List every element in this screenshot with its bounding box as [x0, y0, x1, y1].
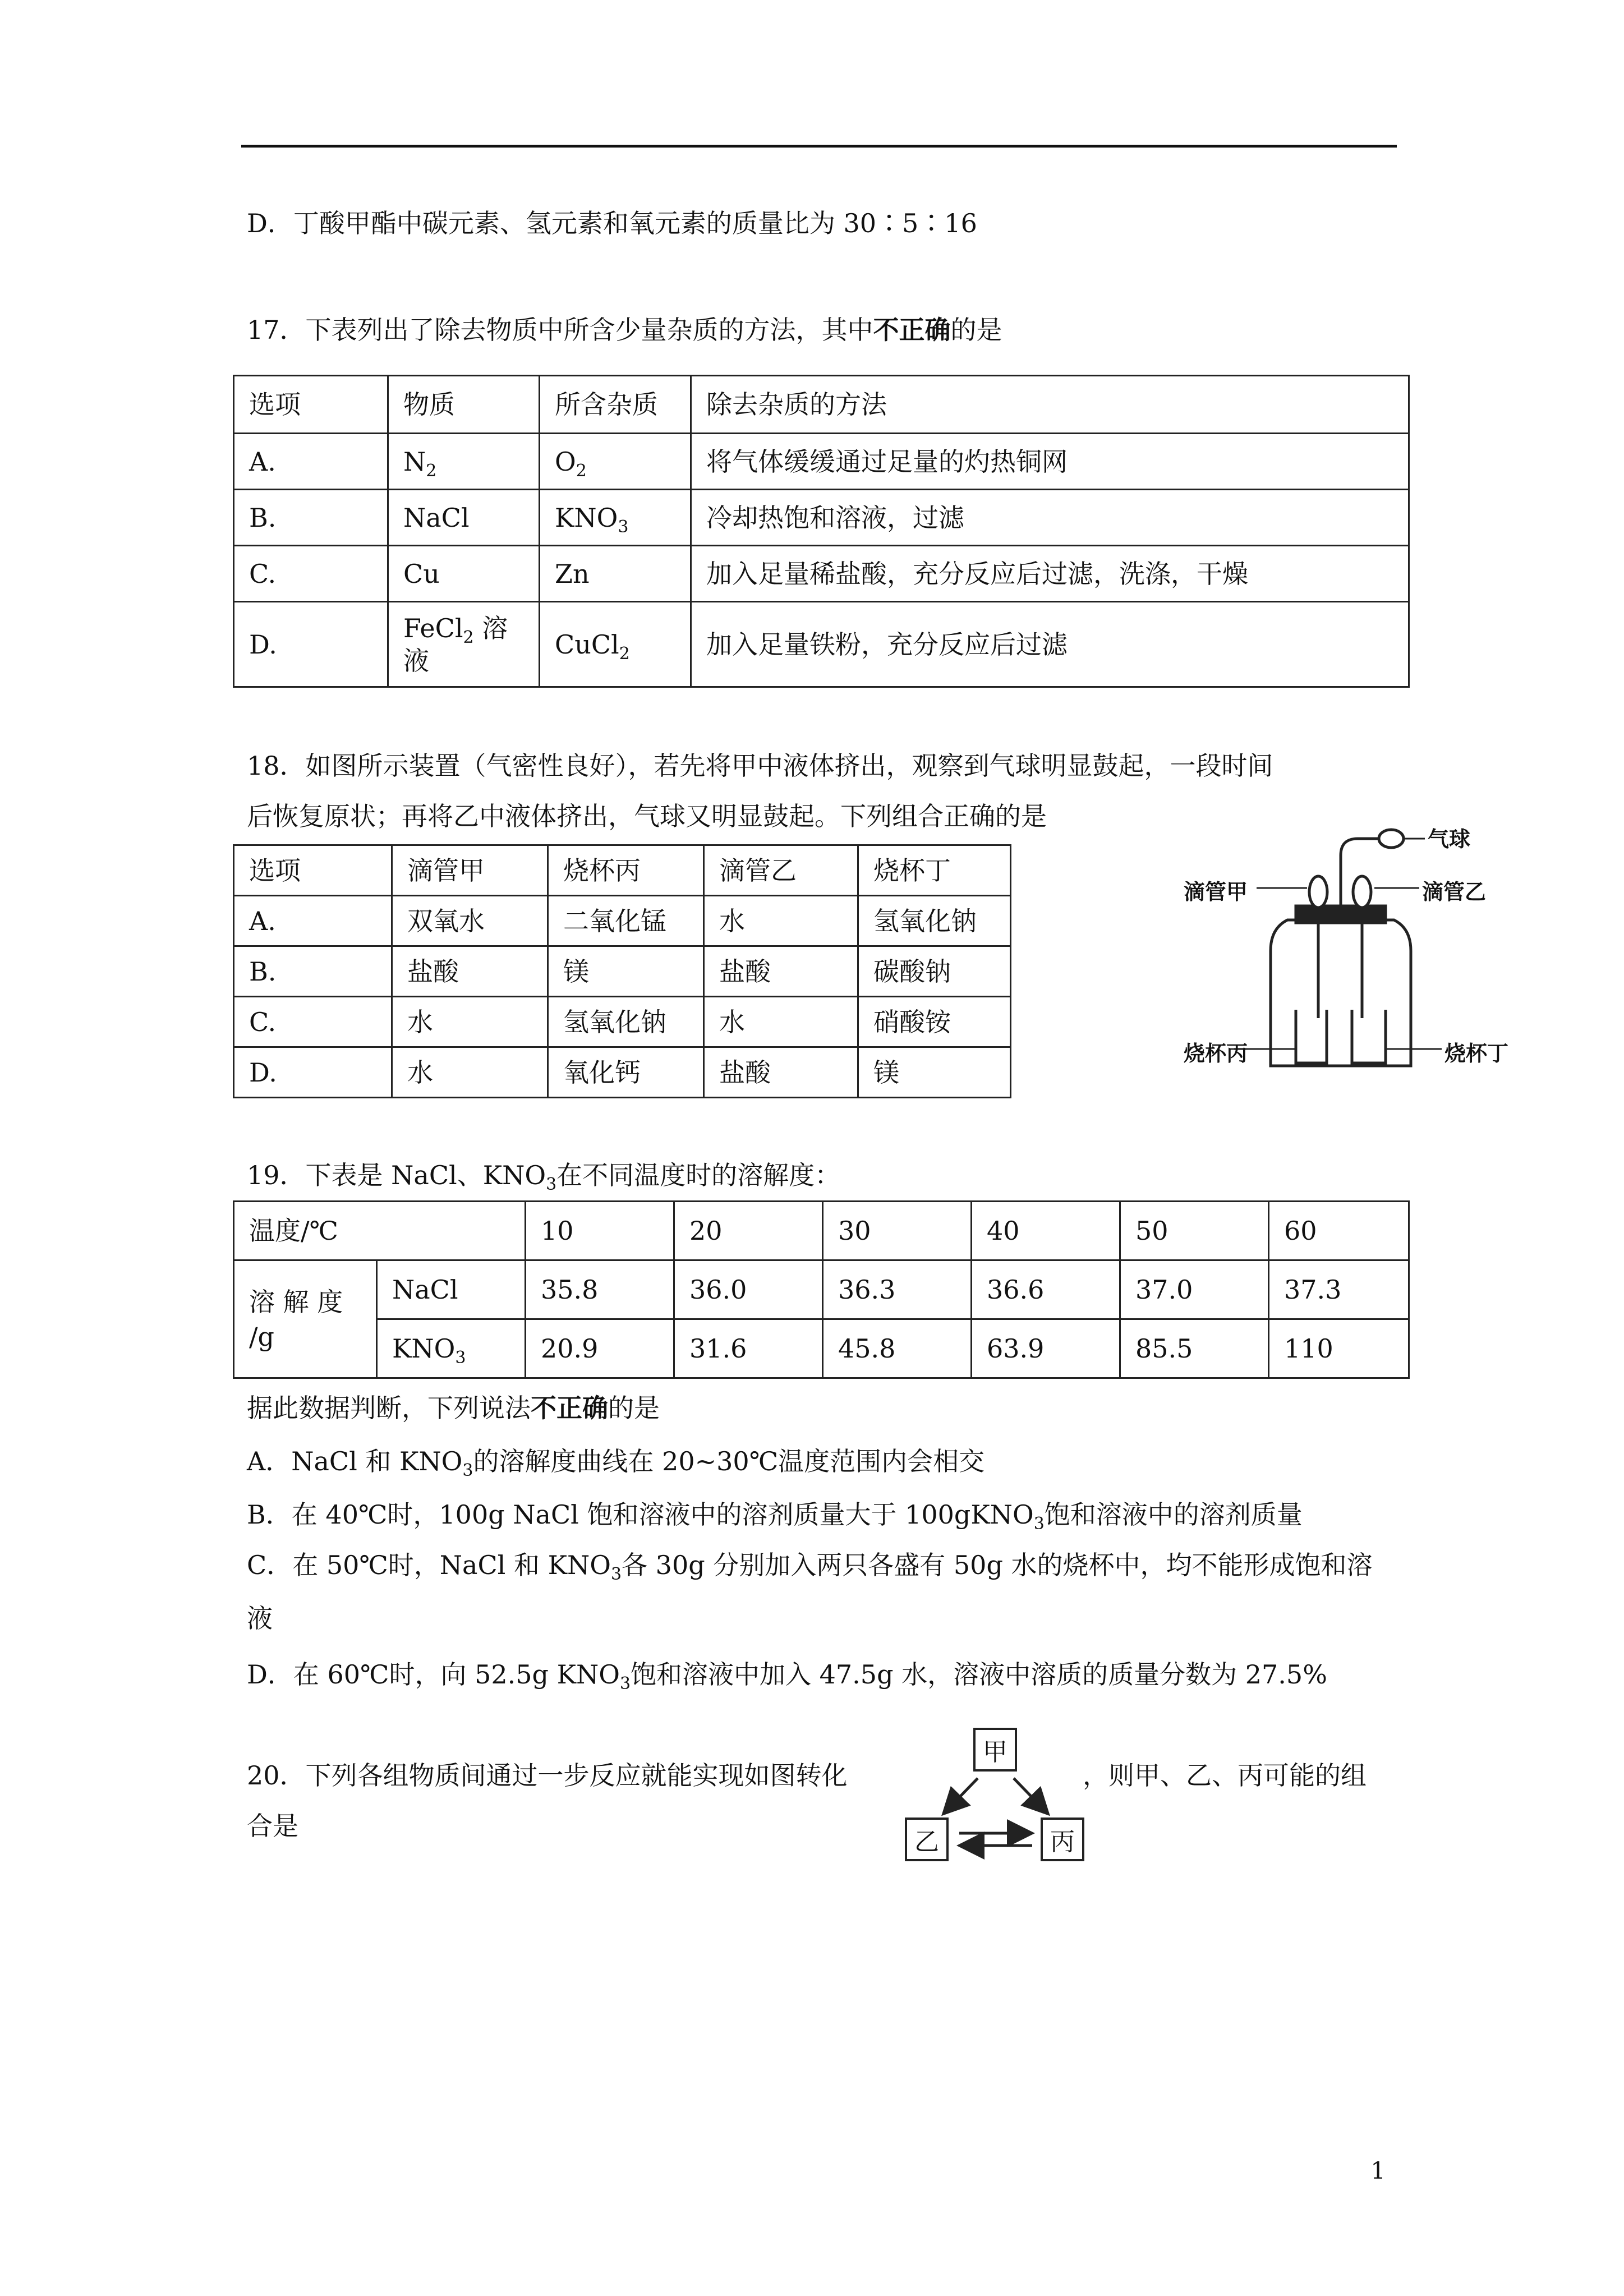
table-row: B. 盐酸 镁 盐酸 碳酸钠 [234, 946, 1011, 997]
q20-transformation-diagram [900, 1722, 1091, 1874]
q17-table [233, 375, 1410, 688]
q19-judge: 据此数据判断，下列说法不正确的是 [247, 1393, 660, 1423]
q17-stem: 17．下表列出了除去物质中所含少量杂质的方法，其中不正确的是 [247, 315, 1002, 345]
q19-option-c: C．在 50℃时，NaCl 和 $KNO_3$各 30g 分别加入两只各盛有 50g 水的烧杯中，均不能形成饱和溶 [247, 1550, 1373, 1584]
q17-h3: 除去杂质的方法 [691, 376, 1409, 434]
q19-temp-row: 温度/℃ 10 20 30 40 50 60 [234, 1202, 1409, 1260]
q20-stem-part2: ，则甲、乙、丙可能的组 [1083, 1760, 1367, 1791]
q18-apparatus-figure [1184, 816, 1509, 1097]
label-beaker-c: 烧杯丙 [1184, 1041, 1248, 1066]
q17-header-row [234, 376, 1409, 434]
q18-stem-line2: 后恢复原状；再将乙中液体挤出，气球又明显鼓起。下列组合正确的是 [247, 801, 1047, 831]
q18-header-row: 选项 滴管甲 烧杯丙 滴管乙 烧杯丁 [234, 845, 1011, 896]
table-row: $KNO_3$ 20.9 31.6 45.8 63.9 85.5 110 [234, 1319, 1409, 1378]
q19-option-a: A．NaCl 和 $KNO_3$的溶解度曲线在 20~30℃温度范围内会相交 [247, 1446, 985, 1480]
box-jia: 甲 [973, 1728, 1017, 1772]
q19-option-d: D．在 60℃时，向 52.5g $KNO_3$饱和溶液中加入 47.5g 水，溶液中溶质的质量分数为 27.5% [247, 1659, 1327, 1694]
label-dropper-b: 滴管乙 [1422, 880, 1487, 904]
q19-option-c-cont: 液 [247, 1603, 273, 1634]
table-row: D. 水 氧化钙 盐酸 镁 [234, 1047, 1011, 1098]
table-row: C. 水 氢氧化钠 水 硝酸铵 [234, 997, 1011, 1047]
q17-h1: 物质 [388, 376, 540, 434]
box-bing: 丙 [1041, 1818, 1084, 1861]
table-row: A. 双氧水 二氧化锰 水 氢氧化钠 [234, 896, 1011, 946]
q18-stem-line1: 18．如图所示装置（气密性良好），若先将甲中液体挤出，观察到气球明显鼓起，一段时间 [247, 751, 1273, 781]
q18-table [233, 844, 1011, 1098]
header-rule [241, 145, 1397, 148]
q20-stem-line2: 合是 [247, 1811, 298, 1841]
q17-h2: 所含杂质 [540, 376, 691, 434]
q19-option-b: B．在 40℃时，100g NaCl 饱和溶液中的溶剂质量大于 100gKNO$_3$饱和溶液中的溶剂质量 [247, 1499, 1303, 1534]
table-row: B. NaCl $KNO_3$ 冷却热饱和溶液，过滤 [234, 490, 1409, 546]
label-dropper-a: 滴管甲 [1184, 880, 1248, 904]
table-row: A. $N_2$ $O_2$ 将气体缓缓通过足量的灼热铜网 [234, 434, 1409, 490]
q19-stem: 19．下表是 NaCl、$KNO_3$在不同温度时的溶解度： [247, 1160, 841, 1194]
table-row: 溶 解 度 /g NaCl 35.8 36.0 36.3 36.6 37.0 37.3 [234, 1260, 1409, 1319]
page-number: 1 [1370, 2157, 1386, 2184]
q16-option-d: D．丁酸甲酯中碳元素、氢元素和氧元素的质量比为 30∶5∶16 [247, 208, 977, 238]
q17-h0: 选项 [234, 376, 388, 434]
label-beaker-d: 烧杯丁 [1444, 1041, 1509, 1066]
table-row: C. Cu Zn 加入足量稀盐酸，充分反应后过滤，洗涤，干燥 [234, 546, 1409, 602]
label-balloon: 气球 [1428, 827, 1471, 852]
q20-stem-part1: 20．下列各组物质间通过一步反应就能实现如图转化 [247, 1760, 848, 1791]
box-yi: 乙 [905, 1818, 949, 1861]
table-row: D. FeCl$_2$ 溶 液 CuCl$_2$ 加入足量铁粉，充分反应后过滤 [234, 602, 1409, 687]
q19-table [233, 1200, 1410, 1379]
